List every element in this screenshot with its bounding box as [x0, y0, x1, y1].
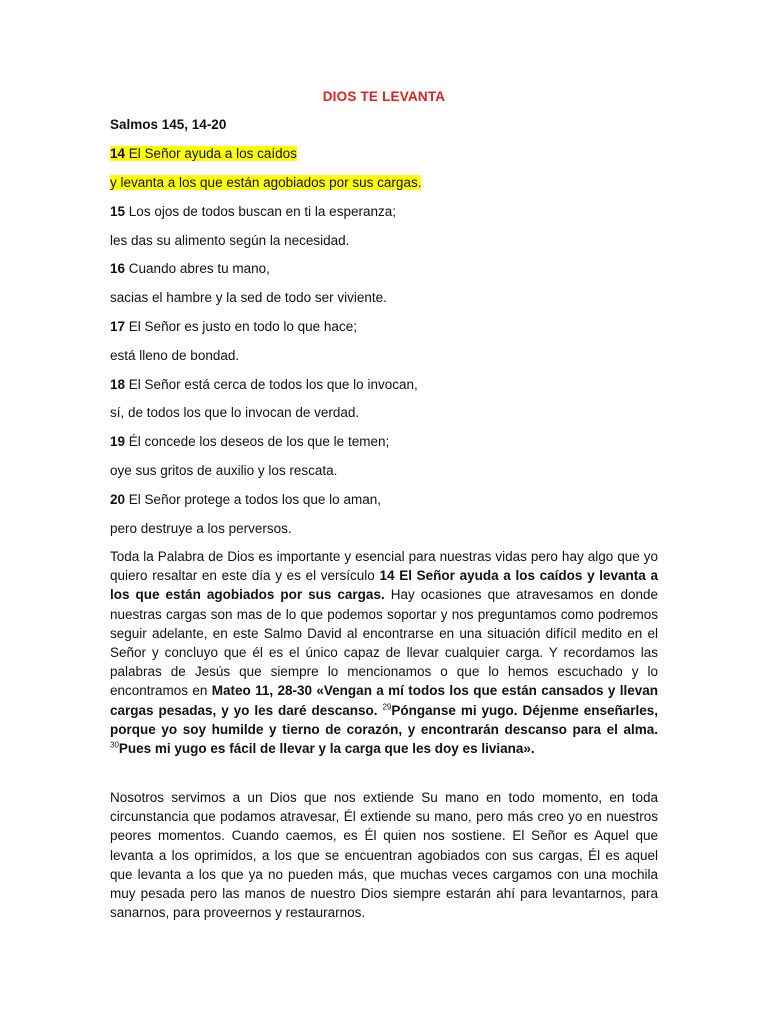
document-title: DIOS TE LEVANTA	[322, 89, 446, 104]
highlight	[110, 175, 421, 190]
verse-number: 20	[110, 492, 126, 507]
verse-text: pero destruye a los perversos.	[110, 521, 292, 536]
commentary-paragraph	[110, 547, 658, 758]
verse-line	[110, 261, 270, 276]
verse-text: El Señor protege a todos los que lo aman,	[128, 492, 381, 507]
verse-line	[110, 175, 421, 190]
verse-text: El Señor ayuda a los caídos	[128, 146, 297, 161]
verse-superscript: 29	[382, 702, 392, 712]
verse-number: 18	[110, 377, 126, 392]
verse-line	[110, 434, 389, 449]
verse-number: 16	[110, 261, 126, 276]
verse-text: Cuando abres tu mano,	[128, 261, 270, 276]
verse-text: El Señor es justo en todo lo que hace;	[128, 319, 357, 334]
verse-line	[110, 463, 337, 478]
verse-line	[110, 233, 349, 248]
verse-number: 19	[110, 434, 126, 449]
verse-line	[110, 377, 418, 392]
verse-text: Los ojos de todos buscan en ti la esperanza;	[128, 204, 396, 219]
verse-line	[110, 319, 357, 334]
verse-superscript: 30	[110, 740, 119, 750]
verse-text: les das su alimento según la necesidad.	[110, 233, 350, 248]
verse-number: 17	[110, 319, 126, 334]
verse-line	[110, 348, 239, 363]
verse-number: 15	[110, 204, 126, 219]
verse-text: El Señor está cerca de todos los que lo invocan,	[128, 377, 418, 392]
emphasized-verse: 14 El Señor ayuda a los caídos y levanta a los que están agobiados por sus cargas.	[110, 568, 658, 603]
verse-line	[110, 290, 387, 305]
matthew-quote: Mateo 11, 28-30 «Vengan a mí todos los que están cansados y llevan cargas pesadas, y yo les daré descanso.	[110, 683, 659, 718]
verse-text: sacias el hambre y la sed de todo ser viviente.	[110, 290, 387, 305]
closing-paragraph: Nosotros servimos a un Dios que nos extiende Su mano en todo momento, en toda circunstancia que podamos atravesar, Él extiende su mano, pero más creo yo en nuestros peores momentos. Cuando caemos, es Él quien nos sostiene. El Señor es Aquel que levanta a los oprimidos, a los que se encuentran agobiados con sus cargas, Él es aquel que levanta a los que ya no pueden más, que muchas veces cargamos con una mochila muy pesada pero las manos de nuestro Dios siempre estarán ahí para levantarnos, para sanarnos, para proveernos y restaurarnos.	[110, 790, 658, 921]
verse-line	[110, 492, 381, 507]
verse-line	[110, 204, 396, 219]
verse-line	[110, 405, 359, 420]
verse-text: Él concede los deseos de los que le temen;	[128, 434, 390, 449]
scripture-reference: Salmos 145, 14-20	[110, 117, 227, 132]
verse-line	[110, 146, 297, 161]
highlight	[110, 146, 297, 161]
verse-text: oye sus gritos de auxilio y los rescata.	[110, 463, 338, 478]
matthew-quote: Pónganse mi yugo. Déjenme enseñarles, porque yo soy humilde y tierno de corazón, y encontrarán descanso para el alma.	[110, 702, 658, 737]
verse-number: 14	[110, 146, 126, 161]
matthew-quote: Pues mi yugo es fácil de llevar y la carga que les doy es liviana».	[118, 741, 535, 757]
verse-text: está lleno de bondad.	[110, 348, 240, 363]
verse-line	[110, 521, 292, 536]
verse-text: y levanta a los que están agobiados por sus cargas.	[110, 175, 422, 190]
paragraph-text: Hay ocasiones que atravesamos en donde nuestras cargas son mas de lo que podemos soportar y nos preguntamos como podremos seguir adelante, en este Salmo David al encontrarse en una situación difícil medito en el Señor y concluyo que él es el único capaz de llevar cualquier carga. Y recordamos las palabras de Jesús que siempre lo mencionamos o que lo hemos escuchado y lo encontramos en	[110, 587, 658, 699]
paragraph-text: Toda la Palabra de Dios es importante y esencial para nuestras vidas pero hay algo que yo quiero resaltar en este día y es el versículo	[110, 549, 658, 584]
verse-text: sí, de todos los que lo invocan de verdad.	[110, 405, 360, 420]
